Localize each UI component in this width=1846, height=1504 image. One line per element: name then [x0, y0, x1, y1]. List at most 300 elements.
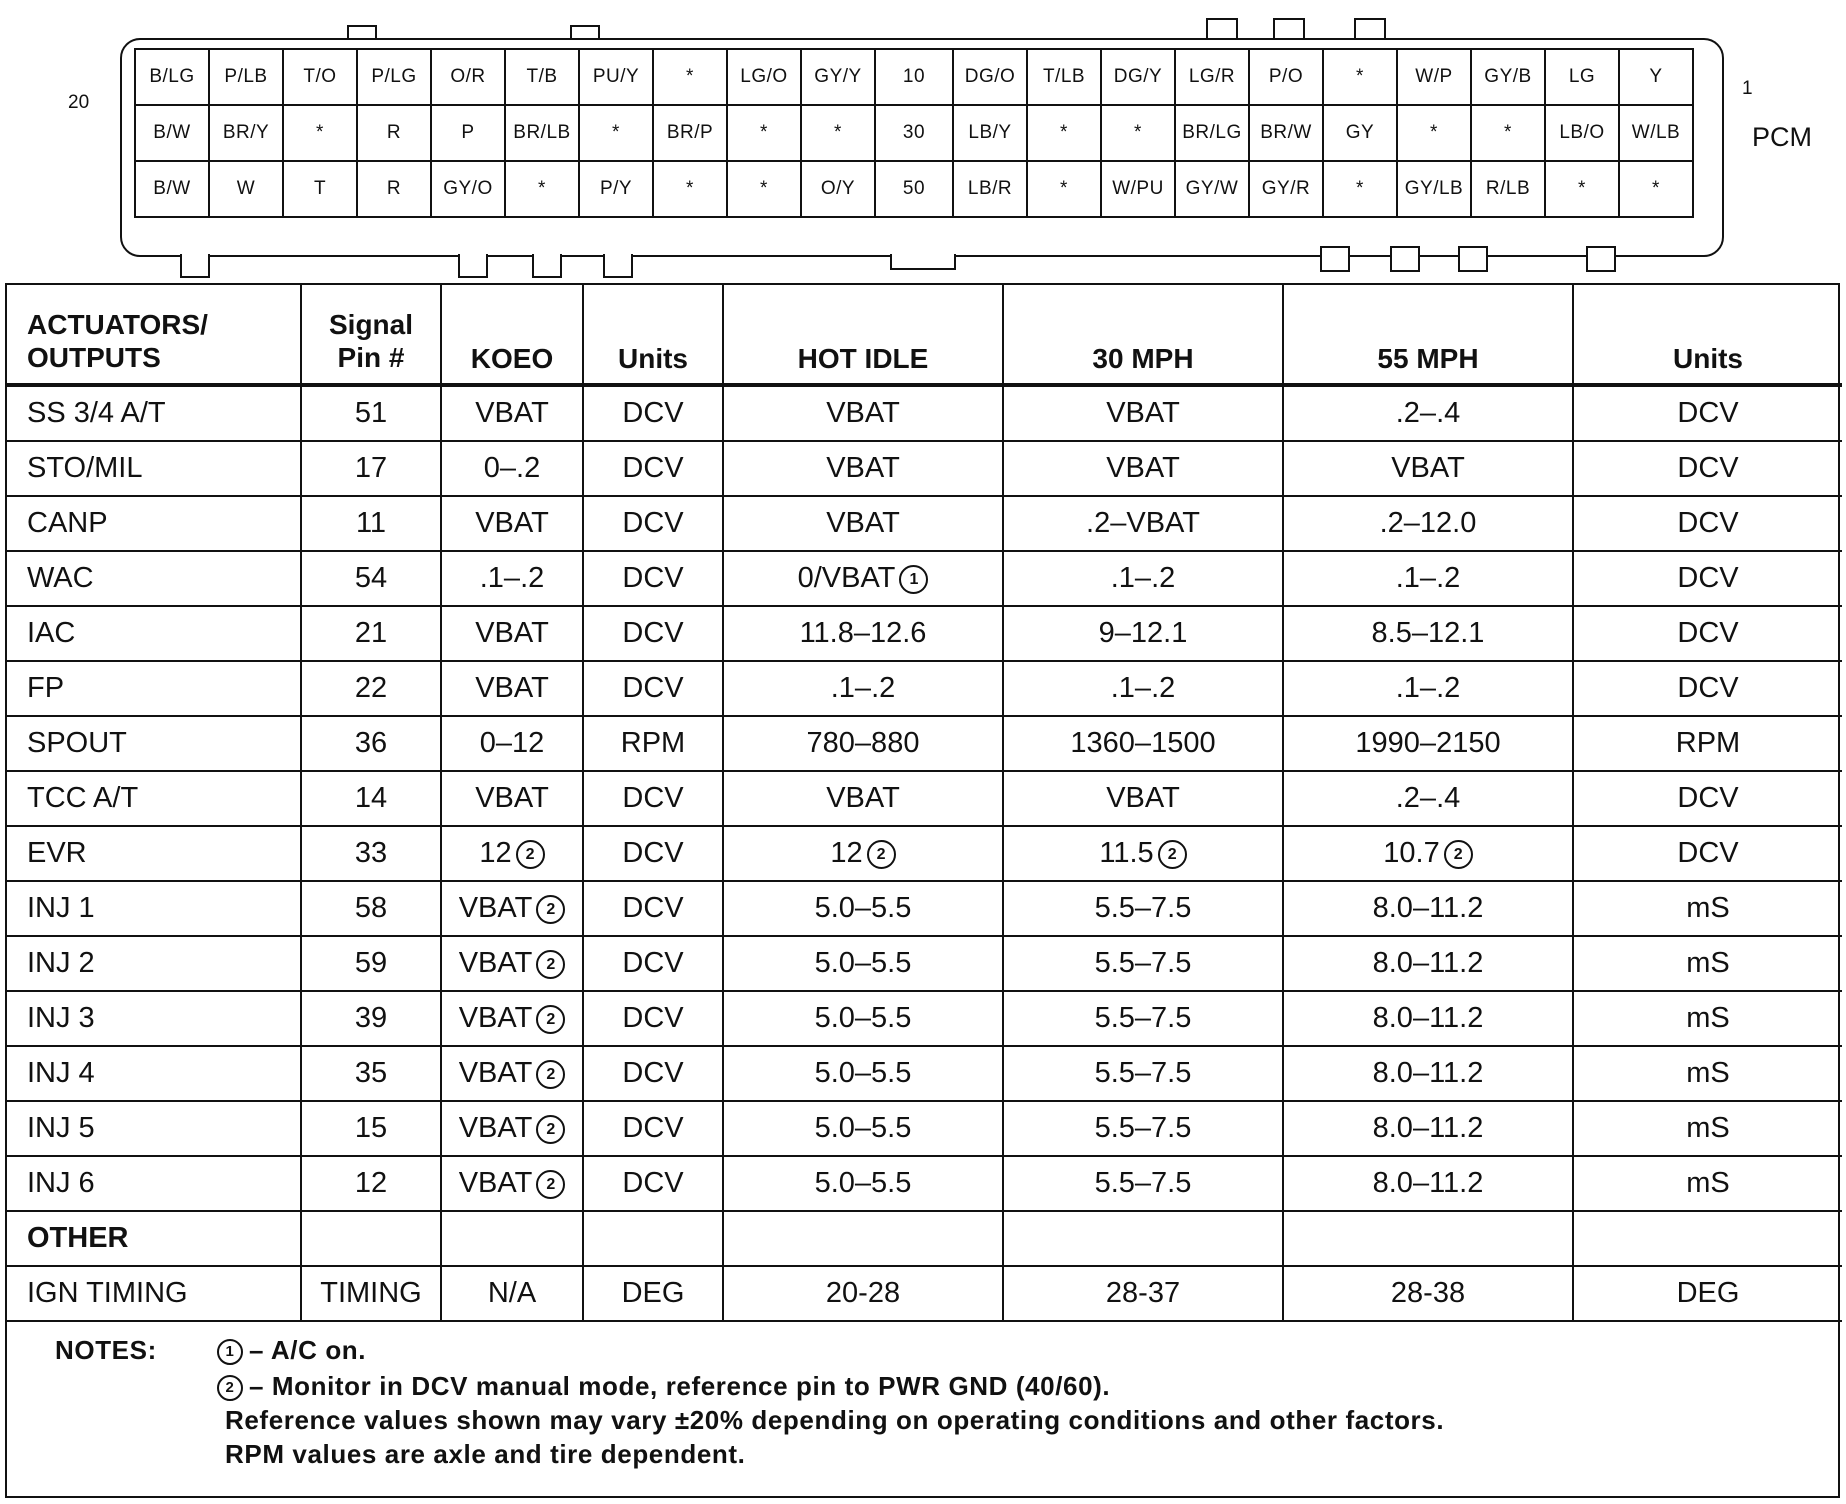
cell-koeo: [441, 606, 583, 661]
cell-30-mph: [1003, 606, 1283, 661]
cell-55-mph: [1283, 881, 1573, 936]
table-row: [7, 496, 1842, 551]
cell-30-mph-value: 5.5–7.5: [1094, 1167, 1192, 1199]
cell-30-mph: [1003, 881, 1283, 936]
table-row: [7, 991, 1842, 1046]
cell-koeo: [441, 716, 583, 771]
cell-30-mph-value: 5.5–7.5: [1094, 947, 1192, 979]
table-row: [7, 1266, 1842, 1321]
cell-units-2: [1573, 1046, 1842, 1101]
header-signal-line2: Pin #: [337, 342, 405, 374]
cell-55-mph-value: 8.0–11.2: [1372, 1112, 1484, 1144]
cell-hot-idle-value: 780–880: [806, 727, 920, 759]
note-marker: 2: [536, 1005, 565, 1034]
cell-name-value: EVR: [27, 837, 87, 869]
cell-name: [7, 385, 301, 441]
cell-30-mph: [1003, 1101, 1283, 1156]
cell-55-mph: [1283, 771, 1573, 826]
header-actuators-line1: ACTUATORS/: [27, 308, 208, 340]
pcm-label: PCM: [1752, 122, 1812, 152]
note-marker: 2: [516, 840, 545, 869]
pin-cell: W/PU: [1101, 161, 1175, 217]
pin-cell: T: [283, 161, 357, 217]
table-row: [7, 385, 1842, 441]
pin-cell: *: [1027, 105, 1101, 161]
cell-units: [583, 385, 723, 441]
cell-pin-value: 17: [354, 452, 388, 484]
table-row: [7, 551, 1842, 606]
cell-units-2: [1573, 551, 1842, 606]
cell-units-value: DCV: [622, 947, 684, 979]
cell-hot-idle: [723, 716, 1003, 771]
cell-name: [7, 826, 301, 881]
cell-units-2: [1573, 771, 1842, 826]
cell-55-mph-value: VBAT: [1391, 452, 1465, 484]
spec-table: [5, 283, 1840, 1498]
cell-units-2-value: DCV: [1677, 507, 1739, 539]
cell-30-mph-value: 9–12.1: [1098, 617, 1188, 649]
pin-cell: R: [357, 105, 431, 161]
cell-koeo: [441, 441, 583, 496]
cell-koeo: [441, 496, 583, 551]
note-marker: 2: [536, 950, 565, 979]
note-marker: 2: [536, 1170, 565, 1199]
cell-30-mph: [1003, 385, 1283, 441]
connector-tab: [458, 254, 488, 278]
cell-units: [583, 661, 723, 716]
cell-pin: [301, 661, 441, 716]
cell-55-mph-value: 8.5–12.1: [1371, 617, 1485, 649]
cell-units-2: [1573, 385, 1842, 441]
cell-pin-value: 36: [354, 727, 388, 759]
cell-30-mph-value: 5.5–7.5: [1094, 1002, 1192, 1034]
cell-hot-idle: [723, 991, 1003, 1046]
cell-units-value: DCV: [622, 617, 684, 649]
cell-units-2-value: DCV: [1677, 672, 1739, 704]
cell-units-value: DCV: [622, 892, 684, 924]
pin-cell: W: [209, 161, 283, 217]
header-units-2: Units: [1573, 285, 1842, 385]
cell-units-value: DCV: [622, 507, 684, 539]
pin-cell: *: [801, 105, 875, 161]
cell-pin-value: 12: [354, 1167, 388, 1199]
pin-cell: GY/Y: [801, 49, 875, 105]
pin-cell: *: [579, 105, 653, 161]
cell-55-mph-value: 1990–2150: [1355, 727, 1501, 759]
cell-units: [583, 881, 723, 936]
cell-30-mph-value: VBAT: [1106, 452, 1180, 484]
cell-30-mph: [1003, 551, 1283, 606]
table-row: [7, 936, 1842, 991]
cell-30-mph: [1003, 661, 1283, 716]
cell-hot-idle: [723, 606, 1003, 661]
connector-tab: [532, 254, 562, 278]
cell-units-2: [1573, 496, 1842, 551]
cell-units-2: DEG: [1573, 1266, 1842, 1321]
cell-pin: [301, 551, 441, 606]
pin-cell: DG/O: [953, 49, 1027, 105]
pin-row: [135, 161, 1693, 217]
cell-hot-idle-value: 5.0–5.5: [814, 892, 912, 924]
cell-koeo: [441, 826, 583, 881]
pin-cell: *: [1027, 161, 1101, 217]
pin-cell: T/O: [283, 49, 357, 105]
note-marker: 2: [867, 840, 896, 869]
cell-hot-idle-value: VBAT: [826, 397, 900, 429]
cell-30-mph: [1003, 1046, 1283, 1101]
cell-name: [7, 1101, 301, 1156]
cell-units: [583, 716, 723, 771]
cell-units: DEG: [583, 1266, 723, 1321]
cell-name: [7, 661, 301, 716]
pin-label-1: 1: [1742, 78, 1753, 99]
cell-hot-idle: 20-28: [723, 1266, 1003, 1321]
pin-cell: *: [727, 105, 801, 161]
cell-55-mph: [1283, 1156, 1573, 1211]
other-section-label: OTHER: [7, 1211, 301, 1266]
header-actuators: [7, 285, 301, 385]
cell-pin-value: 54: [354, 562, 388, 594]
cell-pin: [301, 881, 441, 936]
note-marker: 2: [536, 895, 565, 924]
cell-55-mph: [1283, 1046, 1573, 1101]
cell-units: [583, 771, 723, 826]
cell-koeo: [441, 1156, 583, 1211]
cell-pin: TIMING: [301, 1266, 441, 1321]
pin-cell: *: [1101, 105, 1175, 161]
cell-pin-value: 15: [354, 1112, 388, 1144]
pin-number: 30: [875, 105, 953, 161]
cell-name: [7, 991, 301, 1046]
pin-cell: GY: [1323, 105, 1397, 161]
pin-cell: B/LG: [135, 49, 209, 105]
cell-name: [7, 606, 301, 661]
note-1: [217, 1335, 366, 1366]
pin-cell: GY/W: [1175, 161, 1249, 217]
pin-cell: Y: [1619, 49, 1693, 105]
pin-cell: P/O: [1249, 49, 1323, 105]
cell-55-mph-value: 8.0–11.2: [1372, 892, 1484, 924]
cell-pin: [301, 606, 441, 661]
cell-name-value: INJ 3: [27, 1002, 95, 1034]
pin-cell: R: [357, 161, 431, 217]
header-hot-idle: HOT IDLE: [723, 285, 1003, 385]
cell-koeo: [441, 936, 583, 991]
cell-name-value: IAC: [27, 617, 76, 649]
cell-name: [7, 716, 301, 771]
pin-cell: P/LB: [209, 49, 283, 105]
pin-cell: BR/LG: [1175, 105, 1249, 161]
cell-55-mph: [1283, 551, 1573, 606]
cell-name-value: INJ 6: [27, 1167, 95, 1199]
cell-hot-idle-value: 5.0–5.5: [814, 947, 912, 979]
cell-units-2-value: mS: [1686, 947, 1730, 979]
cell-hot-idle: [723, 661, 1003, 716]
cell-koeo-value: VBAT: [458, 1167, 533, 1199]
cell-55-mph: [1283, 606, 1573, 661]
pin-cell: *: [1323, 161, 1397, 217]
cell-55-mph: [1283, 716, 1573, 771]
cell-hot-idle: [723, 881, 1003, 936]
cell-pin: [301, 991, 441, 1046]
note-marker-1: 1: [217, 1339, 243, 1365]
cell-pin-value: 59: [354, 947, 388, 979]
cell-units-2: [1573, 661, 1842, 716]
cell-30-mph: [1003, 716, 1283, 771]
cell-30-mph: [1003, 936, 1283, 991]
connector-tab: [603, 254, 633, 278]
pin-cell: P/LG: [357, 49, 431, 105]
cell-hot-idle: [723, 826, 1003, 881]
table-row: [7, 1101, 1842, 1156]
note-1-text: – A/C on.: [249, 1335, 367, 1365]
cell-units-2-value: DCV: [1677, 562, 1739, 594]
cell-hot-idle: [723, 441, 1003, 496]
cell-pin: [301, 716, 441, 771]
cell-30-mph-value: 5.5–7.5: [1094, 1057, 1192, 1089]
cell-name-value: FP: [27, 672, 65, 704]
cell-koeo: [441, 881, 583, 936]
pin-cell: *: [653, 161, 727, 217]
cell-units: [583, 991, 723, 1046]
cell-units-2-value: mS: [1686, 1112, 1730, 1144]
table-row: [7, 771, 1842, 826]
pin-cell: *: [1619, 161, 1693, 217]
cell-pin-value: 14: [354, 782, 388, 814]
empty-cell: [441, 1211, 583, 1266]
cell-units-value: DCV: [622, 1167, 684, 1199]
cell-units: [583, 606, 723, 661]
cell-55-mph: [1283, 991, 1573, 1046]
connector-tab: [1458, 246, 1488, 272]
cell-30-mph-value: 1360–1500: [1070, 727, 1216, 759]
header-55-mph: 55 MPH: [1283, 285, 1573, 385]
cell-units-value: DCV: [622, 562, 684, 594]
cell-pin: [301, 1101, 441, 1156]
cell-30-mph-value: VBAT: [1106, 397, 1180, 429]
cell-hot-idle: [723, 551, 1003, 606]
pcm-connector-diagram: [0, 0, 1846, 282]
cell-koeo: N/A: [441, 1266, 583, 1321]
empty-cell: [1283, 1211, 1573, 1266]
header-koeo: KOEO: [441, 285, 583, 385]
pin-row: [135, 105, 1693, 161]
cell-units-value: DCV: [622, 397, 684, 429]
note-2-text: – Monitor in DCV manual mode, reference pin to PWR GND (40/60).: [249, 1371, 1111, 1401]
table-row: [7, 606, 1842, 661]
pin-row: [135, 49, 1693, 105]
cell-koeo-value: VBAT: [475, 397, 549, 429]
cell-hot-idle: [723, 1046, 1003, 1101]
cell-koeo-value: VBAT: [458, 1002, 533, 1034]
cell-units-value: DCV: [622, 1112, 684, 1144]
cell-units: [583, 936, 723, 991]
table-row: [7, 826, 1842, 881]
note-4-text: RPM values are axle and tire dependent.: [225, 1439, 746, 1469]
connector-tab: [1586, 246, 1616, 272]
cell-pin: [301, 826, 441, 881]
cell-30-mph-value: .1–.2: [1110, 672, 1176, 704]
cell-pin: [301, 441, 441, 496]
cell-30-mph-value: 5.5–7.5: [1094, 892, 1192, 924]
table-row: [7, 1156, 1842, 1211]
cell-koeo-value: 12: [479, 837, 512, 869]
cell-55-mph: [1283, 661, 1573, 716]
cell-55-mph: 28-38: [1283, 1266, 1573, 1321]
cell-pin-value: 11: [355, 507, 387, 539]
cell-units-2: [1573, 881, 1842, 936]
pin-cell: *: [1545, 161, 1619, 217]
cell-name: IGN TIMING: [7, 1266, 301, 1321]
cell-units: [583, 551, 723, 606]
cell-koeo-value: VBAT: [475, 672, 549, 704]
cell-pin-value: 51: [354, 397, 388, 429]
cell-pin-value: 39: [354, 1002, 388, 1034]
pin-cell: P/Y: [579, 161, 653, 217]
cell-units: [583, 1101, 723, 1156]
pin-cell: T/B: [505, 49, 579, 105]
pin-cell: T/LB: [1027, 49, 1101, 105]
pin-cell: LB/O: [1545, 105, 1619, 161]
empty-cell: [1573, 1211, 1842, 1266]
cell-units-2-value: mS: [1686, 1002, 1730, 1034]
cell-55-mph-value: 8.0–11.2: [1372, 1057, 1484, 1089]
cell-units: [583, 826, 723, 881]
pin-cell: B/W: [135, 105, 209, 161]
pin-cell: LB/Y: [953, 105, 1027, 161]
cell-units-value: DCV: [622, 782, 684, 814]
cell-30-mph: [1003, 496, 1283, 551]
note-marker-2: 2: [217, 1375, 243, 1401]
pin-cell: DG/Y: [1101, 49, 1175, 105]
pin-cell: W/P: [1397, 49, 1471, 105]
cell-55-mph-value: .1–.2: [1395, 562, 1461, 594]
cell-pin: [301, 385, 441, 441]
cell-name: [7, 1046, 301, 1101]
cell-koeo: [441, 385, 583, 441]
note-2: [217, 1371, 1110, 1402]
note-3-text: Reference values shown may vary ±20% depending on operating conditions and other factors.: [225, 1405, 1445, 1435]
connector-tab: [1390, 246, 1420, 272]
pin-cell: *: [283, 105, 357, 161]
cell-hot-idle: [723, 771, 1003, 826]
pin-cell: LB/R: [953, 161, 1027, 217]
cell-units-2-value: mS: [1686, 1057, 1730, 1089]
cell-55-mph: [1283, 1101, 1573, 1156]
cell-units: [583, 496, 723, 551]
cell-units-2-value: DCV: [1677, 397, 1739, 429]
cell-units-2: [1573, 606, 1842, 661]
cell-units: [583, 441, 723, 496]
cell-name: [7, 551, 301, 606]
cell-name: [7, 1156, 301, 1211]
connector-tab: [180, 254, 210, 278]
note-marker: 2: [1158, 840, 1187, 869]
cell-55-mph-value: 8.0–11.2: [1372, 947, 1484, 979]
pin-cell: R/LB: [1471, 161, 1545, 217]
cell-koeo: [441, 1046, 583, 1101]
cell-30-mph-value: 11.5: [1099, 837, 1154, 869]
cell-hot-idle-value: 5.0–5.5: [814, 1057, 912, 1089]
cell-units: [583, 1046, 723, 1101]
cell-units-2: [1573, 991, 1842, 1046]
pin-cell: O/R: [431, 49, 505, 105]
cell-koeo: [441, 551, 583, 606]
cell-55-mph-value: .2–.4: [1395, 397, 1461, 429]
cell-hot-idle-value: 0/VBAT: [797, 562, 896, 594]
cell-55-mph: [1283, 385, 1573, 441]
cell-koeo-value: .1–.2: [479, 562, 545, 594]
cell-units-value: RPM: [620, 727, 686, 759]
connector-tab: [1320, 246, 1350, 272]
cell-30-mph: 28-37: [1003, 1266, 1283, 1321]
cell-units-2-value: DCV: [1677, 782, 1739, 814]
cell-55-mph-value: .2–12.0: [1379, 507, 1477, 539]
cell-pin-value: 58: [354, 892, 388, 924]
cell-name: [7, 881, 301, 936]
note-marker: 2: [536, 1060, 565, 1089]
pin-cell: *: [653, 49, 727, 105]
cell-pin: [301, 496, 441, 551]
cell-hot-idle: [723, 1156, 1003, 1211]
cell-name: [7, 771, 301, 826]
cell-koeo-value: VBAT: [475, 507, 549, 539]
cell-name-value: STO/MIL: [27, 452, 143, 484]
cell-units: [583, 1156, 723, 1211]
pin-cell: GY/LB: [1397, 161, 1471, 217]
connector-tab: [890, 254, 956, 270]
cell-koeo-value: VBAT: [458, 947, 533, 979]
cell-hot-idle-value: VBAT: [826, 452, 900, 484]
cell-55-mph-value: 8.0–11.2: [1372, 1002, 1484, 1034]
cell-koeo-value: VBAT: [458, 1057, 533, 1089]
cell-koeo: [441, 1101, 583, 1156]
pin-label-20: 20: [68, 92, 90, 113]
cell-hot-idle-value: VBAT: [826, 782, 900, 814]
cell-55-mph: [1283, 826, 1573, 881]
cell-30-mph: [1003, 991, 1283, 1046]
cell-pin-value: 35: [354, 1057, 388, 1089]
cell-30-mph-value: .1–.2: [1110, 562, 1176, 594]
cell-units-2-value: DCV: [1677, 452, 1739, 484]
cell-name: [7, 441, 301, 496]
cell-hot-idle: [723, 385, 1003, 441]
header-signal-pin: [301, 285, 441, 385]
pin-cell: PU/Y: [579, 49, 653, 105]
note-marker: 2: [1444, 840, 1473, 869]
cell-units-2: [1573, 826, 1842, 881]
cell-hot-idle-value: 5.0–5.5: [814, 1167, 912, 1199]
cell-hot-idle: [723, 936, 1003, 991]
cell-hot-idle-value: VBAT: [826, 507, 900, 539]
pin-cell: *: [1397, 105, 1471, 161]
cell-pin: [301, 936, 441, 991]
cell-name-value: SS 3/4 A/T: [27, 397, 166, 429]
cell-30-mph-value: VBAT: [1106, 782, 1180, 814]
pin-cell: *: [1323, 49, 1397, 105]
header-row: [7, 285, 1842, 385]
cell-units-2-value: DCV: [1677, 837, 1739, 869]
cell-hot-idle-value: 11.8–12.6: [799, 617, 927, 649]
pin-cell: LG/R: [1175, 49, 1249, 105]
cell-name-value: CANP: [27, 507, 108, 539]
cell-55-mph: [1283, 936, 1573, 991]
notes-label: NOTES:: [55, 1335, 157, 1365]
cell-30-mph: [1003, 826, 1283, 881]
table-row: [7, 716, 1842, 771]
cell-name-value: INJ 1: [27, 892, 95, 924]
note-marker: 1: [899, 565, 928, 594]
